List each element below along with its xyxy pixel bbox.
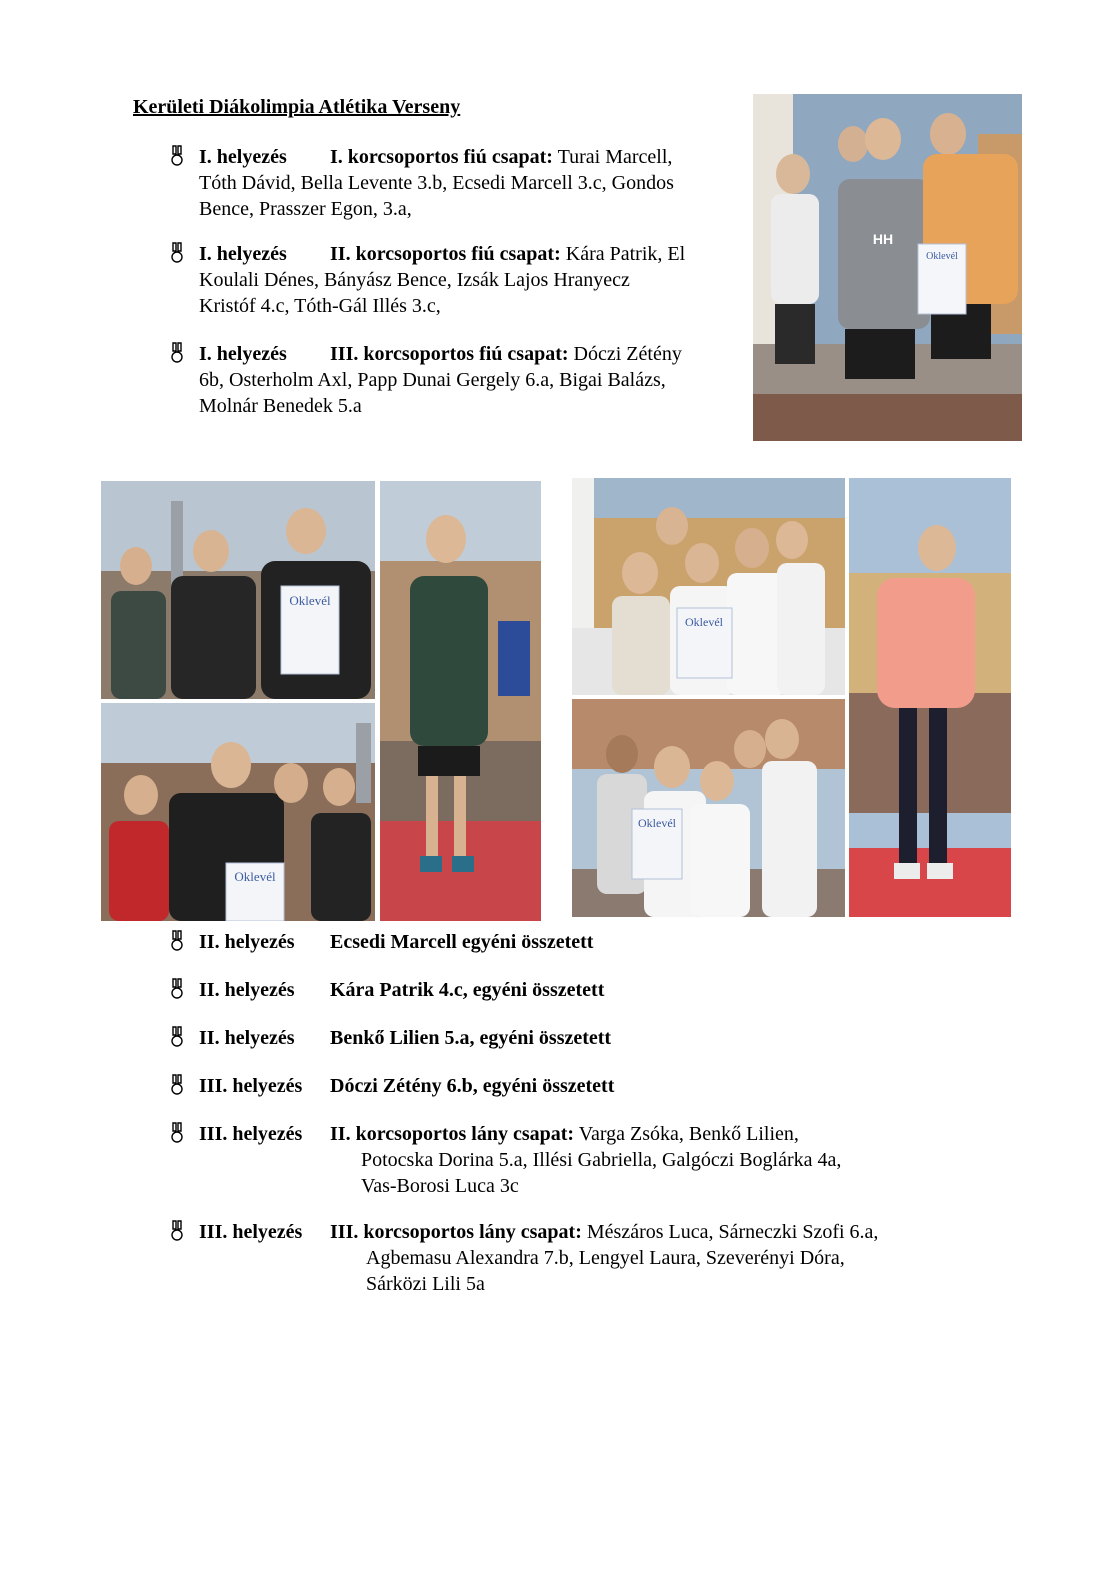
team-members: 6b, Osterholm Axl, Papp Dunai Gergely 6.a, Bigai Balázs, — [199, 369, 666, 391]
result-description — [330, 341, 682, 367]
result-description: Ecsedi Marcell egyéni összetett — [330, 931, 594, 953]
category-label: II. korcsoportos fiú csapat: — [330, 243, 561, 265]
certificate-title: Oklevél — [926, 251, 958, 262]
rank-label: I. helyezés — [199, 343, 287, 365]
photo-podium-boys — [753, 94, 1022, 441]
result-description: Benkő Lilien 5.a, egyéni összetett — [330, 1027, 612, 1049]
certificate-title: Oklevél — [638, 816, 676, 830]
photo-boys-group-2 — [101, 703, 375, 921]
medal-icon — [170, 930, 184, 952]
photo-girls-group-1 — [572, 478, 845, 695]
team-members: Potocska Dorina 5.a, Illési Gabriella, Galgóczi Boglárka 4a, — [361, 1149, 842, 1171]
medal-icon — [170, 242, 184, 264]
result-description — [330, 241, 685, 267]
team-members: Koulali Dénes, Bányász Bence, Izsák Lajos Hranyecz — [199, 269, 630, 291]
team-members: Tóth Dávid, Bella Levente 3.b, Ecsedi Marcell 3.c, Gondos — [199, 172, 674, 194]
medal-icon — [170, 342, 184, 364]
rank-label: III. helyezés — [199, 1123, 303, 1145]
team-members: Kára Patrik, El — [565, 243, 686, 265]
photo-girl-podium — [849, 478, 1011, 917]
hoodie-logo: HH — [872, 231, 894, 247]
result-description — [330, 1219, 878, 1245]
medal-icon — [170, 978, 184, 1000]
category-label: II. korcsoportos lány csapat: — [330, 1123, 575, 1145]
result-description — [330, 144, 672, 170]
team-members: Vas-Borosi Luca 3c — [361, 1175, 519, 1197]
rank-label: II. helyezés — [199, 1027, 295, 1049]
rank-label: III. helyezés — [199, 1075, 303, 1097]
certificate-title: Oklevél — [685, 615, 723, 629]
medal-icon — [170, 1074, 184, 1096]
team-members: Mészáros Luca, Sárneczki Szofi 6.a, — [586, 1221, 879, 1243]
team-members: Dóczi Zétény — [573, 343, 682, 365]
team-members: Agbemasu Alexandra 7.b, Lengyel Laura, Szeverényi Dóra, — [366, 1247, 845, 1269]
result-description: Kára Patrik 4.c, egyéni összetett — [330, 979, 605, 1001]
certificate-title: Oklevél — [234, 869, 276, 884]
certificate-title: Oklevél — [289, 593, 331, 608]
team-members: Kristóf 4.c, Tóth-Gál Illés 3.c, — [199, 295, 441, 317]
rank-label: I. helyezés — [199, 146, 287, 168]
rank-label: I. helyezés — [199, 243, 287, 265]
rank-label: II. helyezés — [199, 979, 295, 1001]
result-description — [330, 1121, 799, 1147]
photo-boy-podium — [380, 481, 541, 921]
team-members: Molnár Benedek 5.a — [199, 395, 362, 417]
page-title: Kerületi Diákolimpia Atlétika Verseny — [133, 96, 461, 118]
medal-icon — [170, 1220, 184, 1242]
medal-icon — [170, 145, 184, 167]
medal-icon — [170, 1122, 184, 1144]
category-label: III. korcsoportos fiú csapat: — [330, 343, 569, 365]
category-label: III. korcsoportos lány csapat: — [330, 1221, 582, 1243]
medal-icon — [170, 1026, 184, 1048]
category-label: I. korcsoportos fiú csapat: — [330, 146, 553, 168]
photo-boys-group-1 — [101, 481, 375, 699]
result-description: Dóczi Zétény 6.b, egyéni összetett — [330, 1075, 615, 1097]
team-members: Bence, Prasszer Egon, 3.a, — [199, 198, 412, 220]
team-members: Sárközi Lili 5a — [366, 1273, 485, 1295]
photo-girls-group-2 — [572, 699, 845, 917]
team-members: Turai Marcell, — [557, 146, 673, 168]
rank-label: III. helyezés — [199, 1221, 303, 1243]
rank-label: II. helyezés — [199, 931, 295, 953]
team-members: Varga Zsóka, Benkő Lilien, — [578, 1123, 799, 1145]
